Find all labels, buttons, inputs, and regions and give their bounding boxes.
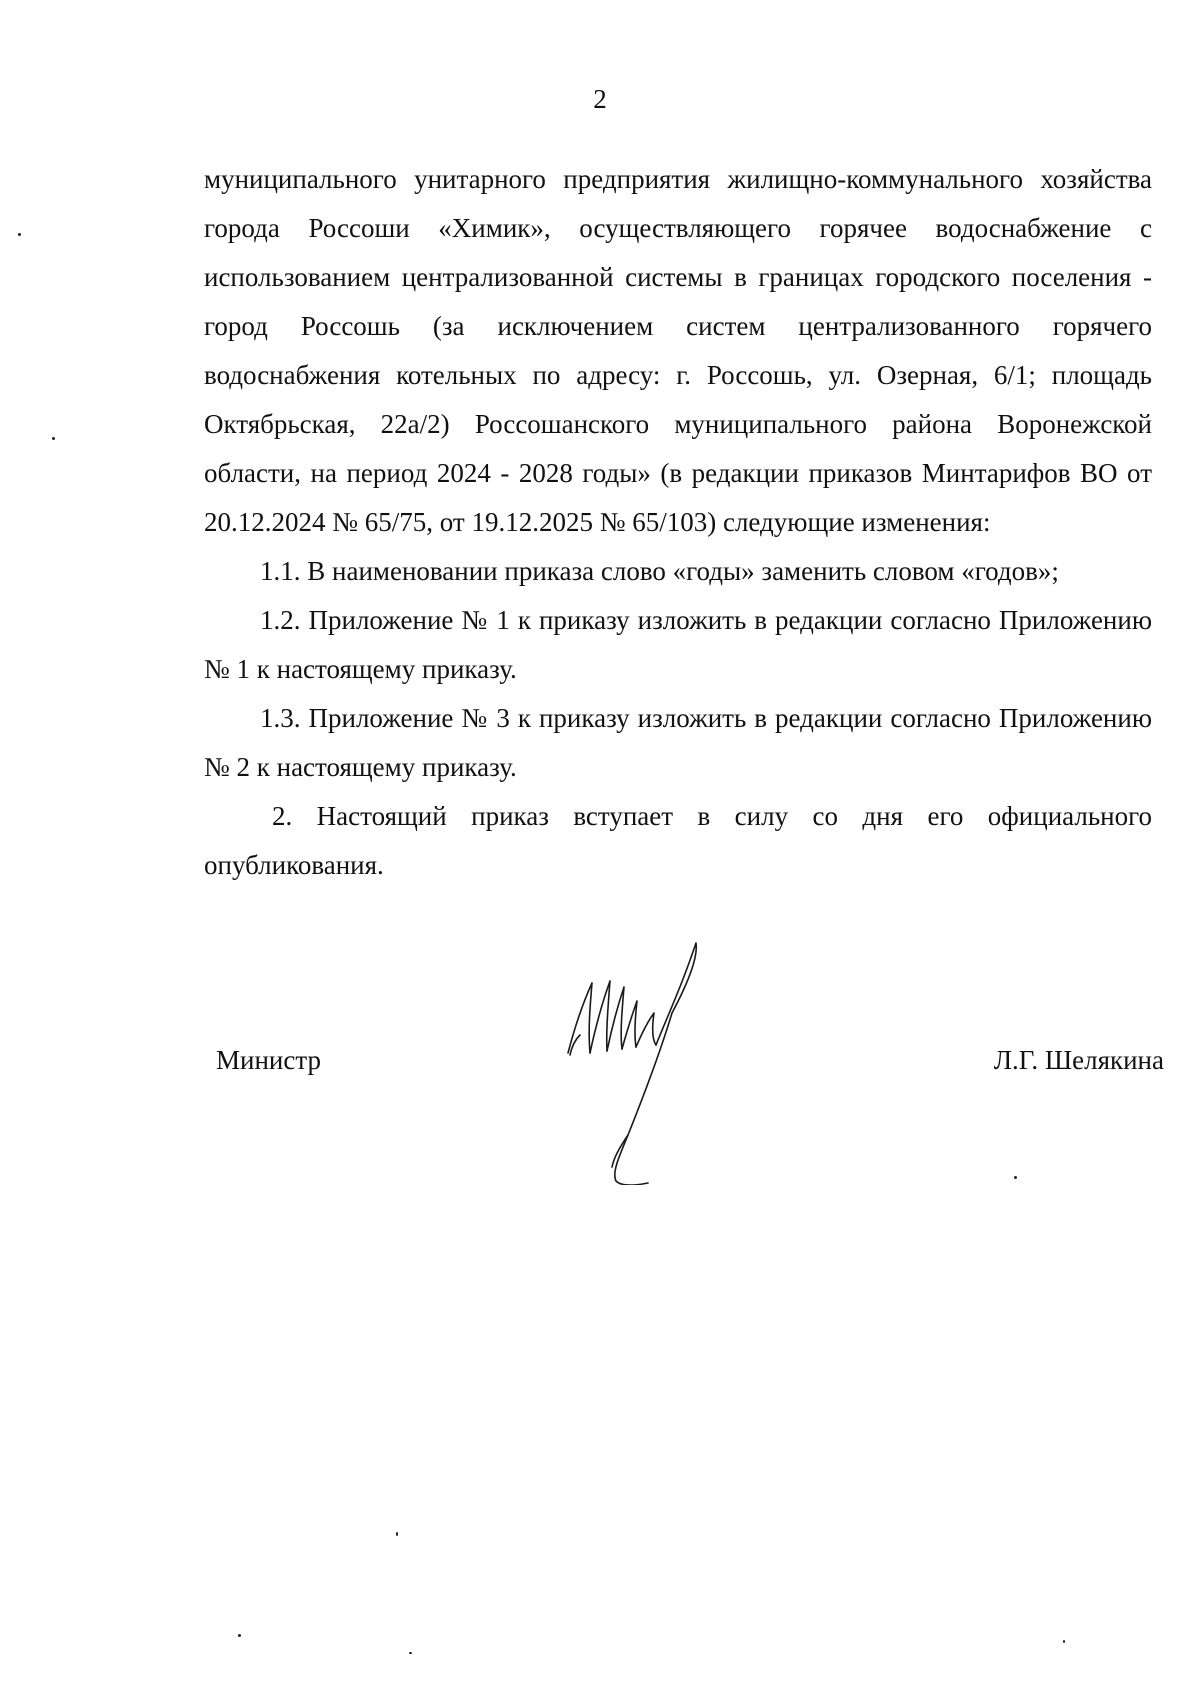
scan-speck [238,1634,241,1637]
scan-speck [52,437,55,440]
paragraph-item-1-2: 1.2. Приложение № 1 к приказу изложить в редакции согласно Приложению № 1 к настоящему приказу. [204,605,1152,684]
document-body [204,155,1152,890]
paragraph-continuation: муниципального унитарного предприятия жилищно-коммунального хозяйства города Россоши «Химик», осуществляющего горячее водоснабжение с использованием централизованной системы в границах городского поселения - город Россошь (за исключением систем централизованного горячего водоснабжения котельных по адресу: г. Россошь, ул. Озерная, 6/1; площадь Октябрьская, 22а/2) Россошанского муниципального района Воронежской области, на период 2024 - 2028 годы» (в редакции приказов Минтарифов ВО от 20.12.2024 № 65/75, от 19.12.2025 № 65/103) следующие изменения: [204,164,1152,537]
signer-name: Л.Г. Шелякина [993,1045,1164,1075]
scan-speck [1063,1640,1065,1643]
paragraph-item-2: 2. Настоящий приказ вступает в силу со дня его официального опубликования. [204,801,1152,880]
handwritten-signature-icon [560,935,730,1185]
scan-speck [18,233,21,236]
scan-speck [409,1652,412,1654]
paragraph-item-1-1: 1.1. В наименовании приказа слово «годы» заменить словом «годов»; [260,556,1059,586]
paragraph-item-1-3: 1.3. Приложение № 3 к приказу изложить в редакции согласно Приложению № 2 к настоящему приказу. [204,703,1152,782]
signer-position: Министр [216,1045,321,1075]
scan-speck [396,1532,398,1536]
scan-speck [1014,1176,1017,1179]
page-number: 2 [593,84,607,114]
